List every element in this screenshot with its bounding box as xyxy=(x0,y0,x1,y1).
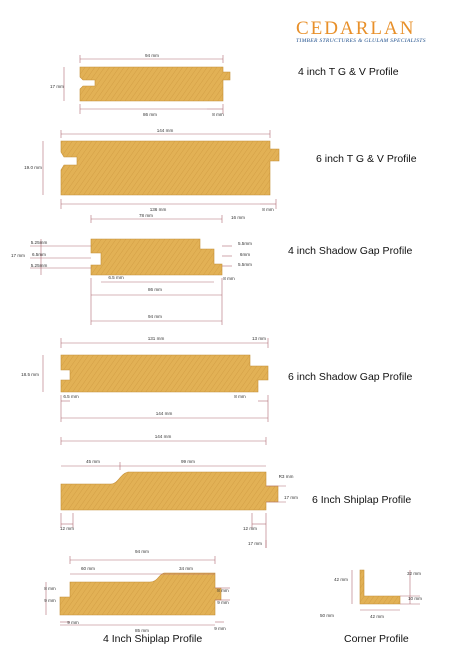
brand-tagline: TIMBER STRUCTURES & GLULAM SPECIALISTS xyxy=(296,38,426,44)
profile-corner-shape xyxy=(360,570,400,604)
dimension-label: 131 mm xyxy=(147,336,165,341)
dimension-label: 6.5 mm xyxy=(108,275,124,280)
dimension-label: 50 mm xyxy=(319,613,335,618)
profile-title-shiplap-6: 6 Inch Shiplap Profile xyxy=(312,494,412,506)
dimension-label: 5.5mm xyxy=(237,241,253,246)
dimension-label: 8 mm xyxy=(212,112,224,117)
dimension-label: 9 mm xyxy=(67,620,79,625)
profile-title-tgv-4: 4 inch T G & V Profile xyxy=(298,66,399,78)
dimension-label: 32 mm xyxy=(406,571,422,576)
brand-name: CEDARLAN xyxy=(296,18,416,39)
dimension-label: 60 mm xyxy=(80,566,96,571)
dimension-label: 12 mm xyxy=(242,526,258,531)
dimension-label: 144 mm xyxy=(154,434,172,439)
dimension-label: 5.5mm xyxy=(237,262,253,267)
dimension-label: 17 mm xyxy=(283,495,299,500)
dimension-label: 17 mm xyxy=(49,84,65,89)
dimension-label: 144 mm xyxy=(156,128,174,133)
dimension-label: 19.0 mm xyxy=(24,165,42,170)
dimension-label: 86 mm xyxy=(142,112,158,117)
dimension-label: 5.25mm xyxy=(30,240,48,245)
dimension-label: 8 mm xyxy=(223,276,235,281)
profile-title-shiplap-4: 4 Inch Shiplap Profile xyxy=(103,633,203,645)
dimension-label: 17 mm xyxy=(10,253,26,258)
dimension-label: 6.5 mm xyxy=(63,394,79,399)
dimension-label: 136 mm xyxy=(149,207,167,212)
dimension-label: 8 mm xyxy=(44,586,56,591)
profile-title-corner: Corner Profile xyxy=(344,633,409,645)
profile-shiplap-4-shape xyxy=(60,573,221,615)
dimension-label: 9 mm xyxy=(44,598,56,603)
dimension-label: 99 mm xyxy=(180,459,196,464)
dimension-label: 45 mm xyxy=(85,459,101,464)
dimension-label: 42 mm xyxy=(333,577,349,582)
profile-title-tgv-6: 6 inch T G & V Profile xyxy=(316,153,417,165)
dimension-label: 10 mm xyxy=(407,596,423,601)
dimension-label: 5.25mm xyxy=(30,263,48,268)
profile-title-shadow-gap-4: 4 inch Shadow Gap Profile xyxy=(288,245,413,257)
dimension-label: 94 mm xyxy=(134,549,150,554)
dimension-label: 17 mm xyxy=(247,541,263,546)
dimension-label: 42 mm xyxy=(369,614,385,619)
dimension-label: R3 mm xyxy=(278,474,294,479)
dimension-label: 94 mm xyxy=(144,53,160,58)
profile-tgv-6-shape xyxy=(61,141,279,195)
dimension-label: 6mm xyxy=(239,252,251,257)
dimension-label: 85 mm xyxy=(134,628,150,633)
profile-shadow-gap-4-shape xyxy=(91,239,222,275)
dimension-label: 9 mm xyxy=(217,600,229,605)
dimension-label: 12 mm xyxy=(59,526,75,531)
dimension-label: 13 mm xyxy=(251,336,267,341)
dimension-label: 78 mm xyxy=(138,213,154,218)
profile-tgv-4-shape xyxy=(80,67,230,101)
dimension-label: 18.5 mm xyxy=(21,372,39,377)
dimension-label: 8 mm xyxy=(234,394,246,399)
dimension-label: 9 mm xyxy=(214,626,226,631)
dimension-label: 144 mm xyxy=(155,411,173,416)
dimension-label: 34 mm xyxy=(178,566,194,571)
dimension-label: 8 mm xyxy=(262,207,274,212)
dimension-label: 16 mm xyxy=(230,215,246,220)
dimension-label: 6.5mm xyxy=(31,252,47,257)
profile-title-shadow-gap-6: 6 inch Shadow Gap Profile xyxy=(288,371,413,383)
dimension-label: 86 mm xyxy=(147,287,163,292)
dimension-label: 8 mm xyxy=(217,588,229,593)
dimension-label: 94 mm xyxy=(147,314,163,319)
profile-shadow-gap-6-shape xyxy=(61,355,268,392)
profile-shiplap-6-shape xyxy=(61,472,278,510)
